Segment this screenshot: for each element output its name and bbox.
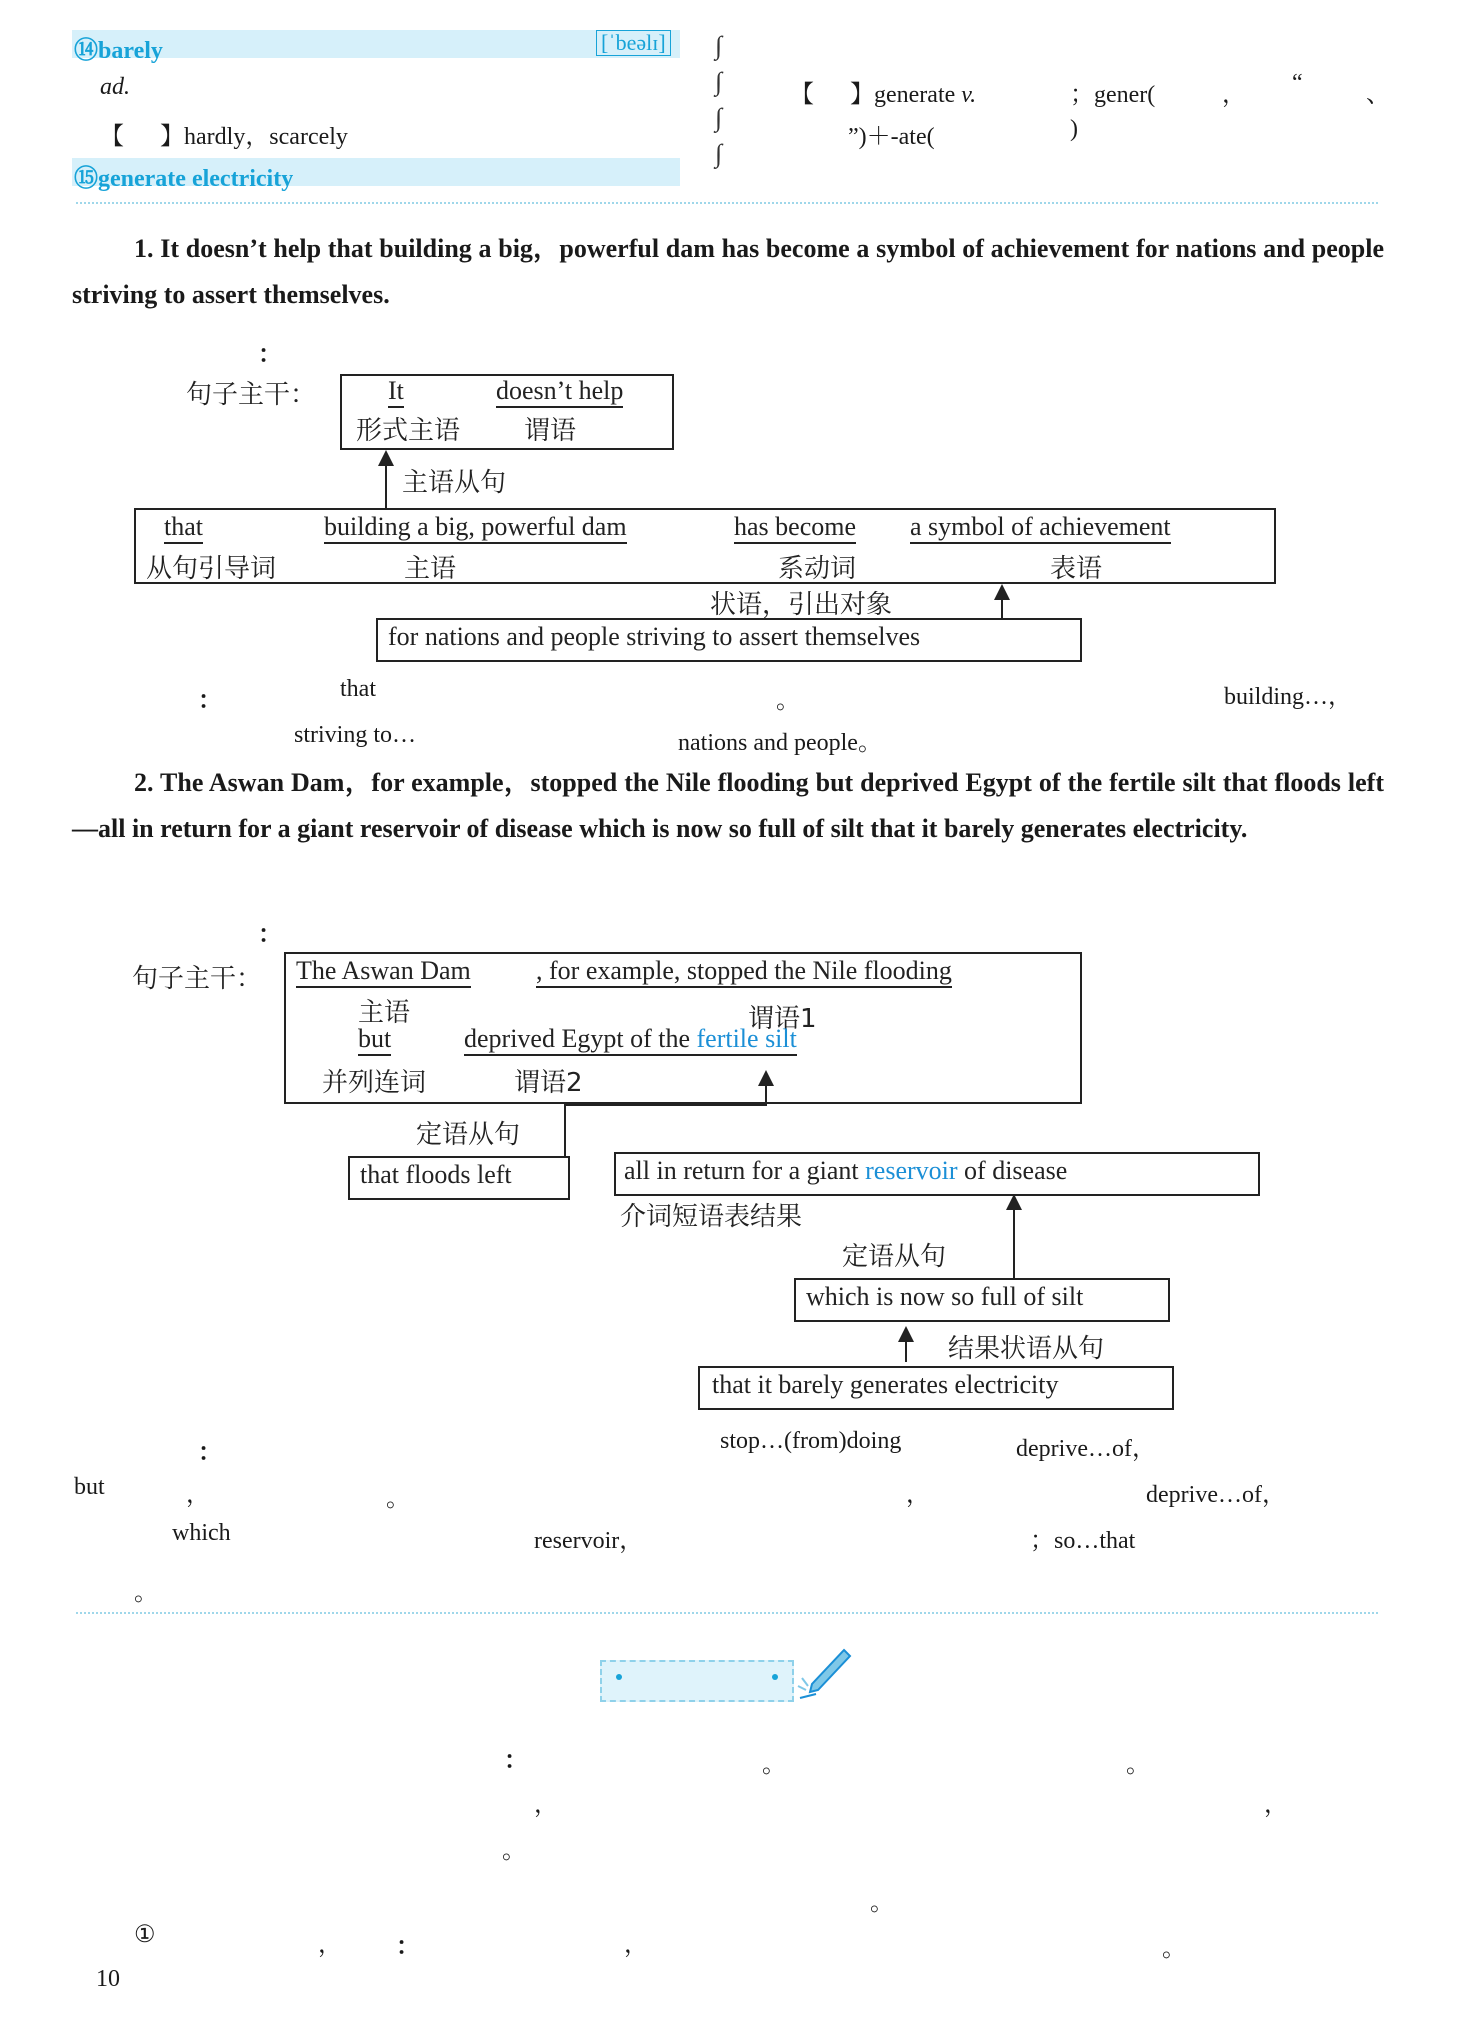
analysis2-comma1: ，: [186, 1482, 210, 1508]
diagram2-predicate2: 谓语2: [514, 1068, 583, 1098]
root-quote: “: [1292, 70, 1303, 96]
diagram2-arrow-v4: [905, 1342, 907, 1362]
analysis2-comma2: ，: [906, 1482, 930, 1508]
diagram1-for-nations: for nations and people striving to assert themselves: [388, 622, 921, 651]
diagram2-which-is: which is now so full of silt: [806, 1282, 1084, 1311]
sentence-2: 2. The Aswan Dam，for example，stopped the Nile flooding but deprived Egypt of the fertile silt that floods left—all in return for a giant reservoir of disease which is now so full of silt that it barely generates electricity.: [72, 768, 1384, 843]
diagram2-arrow-v3: [1013, 1210, 1015, 1278]
tip-dot4: 。: [870, 1890, 894, 1916]
page-number: 10: [96, 1966, 120, 1992]
tip-comma1: ，: [534, 1792, 558, 1818]
analysis2-reservoir: reservoir，: [534, 1528, 644, 1554]
diagram2-prep-phrase: 介词短语表结果: [620, 1202, 803, 1232]
root-dun: 、: [1366, 82, 1390, 108]
diagram2-predicate1: 谓语1: [748, 1004, 817, 1034]
analysis2-so-that: ；so…that: [1030, 1528, 1136, 1554]
diagram2-aswan: The Aswan Dam: [296, 956, 471, 988]
analysis2-stop-from: stop…(from)doing: [720, 1428, 902, 1454]
tip-colon2: ：: [396, 1934, 420, 1960]
root-fragment: ；gener(: [1070, 82, 1156, 108]
analysis1-period: 。: [776, 688, 800, 714]
diagram2-arrow-v2: [564, 1104, 566, 1156]
tip-dot2: 。: [1126, 1752, 1150, 1778]
tip-comma4: ，: [624, 1932, 648, 1958]
diagram1-formal-subject: 形式主语: [356, 416, 461, 446]
diagram1-predicative: 表语: [1050, 554, 1103, 584]
tip-circle1: ①: [134, 1922, 156, 1948]
diagram2-result-clause: 结果状语从句: [948, 1334, 1105, 1364]
diagram1-adverbial: 状语，引出对象: [710, 590, 893, 620]
diagram1-symbol: a symbol of achievement: [910, 512, 1171, 544]
analysis2-period2: 。: [134, 1580, 158, 1606]
diagram1-conj-label: 从句引导词: [146, 554, 277, 584]
dotted-divider-2: [76, 1612, 1378, 1614]
pen-icon: [796, 1646, 852, 1706]
tip-title-box: [600, 1660, 794, 1702]
vocab-highlight-14: [72, 30, 680, 58]
analysis1-colon: ：: [198, 688, 222, 714]
root-line-1: 【 】generate v.: [790, 82, 977, 108]
tip-dot1: 。: [762, 1752, 786, 1778]
vocab-term-14: ⑭barely: [74, 38, 163, 64]
diagram2-floods-left: that floods left: [360, 1160, 512, 1189]
diagram1-that: that: [164, 512, 203, 544]
diagram1-arrow-line-2: [1001, 598, 1003, 618]
diagram1-main-label: 句子主干：: [186, 380, 317, 410]
diagram2-arrow-v1: [765, 1086, 767, 1104]
diagram1-arrow-head-1: [378, 450, 394, 466]
diagram2-arrow-head-3: [898, 1326, 914, 1342]
diagram1-arrow-head-2: [994, 584, 1010, 600]
sentence-1: 1. It doesn’t help that building a big，powerful dam has become a symbol of achievement for nations and people striving to assert themselves.: [72, 234, 1385, 309]
diagram2-for-example: , for example, stopped the Nile flooding: [536, 956, 952, 988]
analysis2-which: which: [172, 1520, 231, 1546]
tip-comma3: ，: [318, 1932, 342, 1958]
phonetic: [ˈbeəlɪ]: [596, 30, 671, 56]
tip-comma2: ，: [1264, 1792, 1288, 1818]
part-of-speech: ad.: [100, 74, 130, 100]
diagram1-building: building a big, powerful dam: [324, 512, 627, 544]
wave-divider-icon: ∫ ∫ ∫ ∫: [715, 31, 723, 168]
sentence-2-label-colon: ：: [258, 922, 282, 948]
diagram1-arrow-line-1: [385, 464, 387, 508]
analysis2-colon: ：: [198, 1440, 222, 1466]
tip-colon: ：: [504, 1748, 528, 1774]
synonym-line: 【 】hardly，scarcely: [100, 124, 348, 150]
diagram2-attr-clause1: 定语从句: [416, 1120, 521, 1150]
diagram1-has-become: has become: [734, 512, 856, 544]
root-line-2: ”)＋-ate(: [848, 124, 935, 150]
analysis1-nations: nations and people。: [678, 730, 882, 756]
analysis1-building: building…，: [1224, 684, 1353, 710]
diagram2-but: but: [358, 1024, 391, 1056]
tip-dot5: 。: [1162, 1936, 1186, 1962]
analysis2-period1: 。: [386, 1486, 410, 1512]
diagram1-linking-verb: 系动词: [778, 554, 857, 584]
diagram2-arrow-head-1: [758, 1070, 774, 1086]
analysis1-that: that: [340, 676, 376, 702]
diagram2-main-label: 句子主干：: [132, 964, 263, 994]
sentence-1-label-colon: ：: [258, 342, 282, 368]
diagram1-predicate: 谓语: [524, 416, 577, 446]
diagram2-that-it: that it barely generates electricity: [712, 1370, 1059, 1399]
root-comma: ，: [1222, 82, 1246, 108]
diagram2-all-in-return: all in return for a giant reservoir of disease: [624, 1156, 1068, 1185]
diagram1-subject-clause: 主语从句: [402, 468, 507, 498]
diagram1-doesnt-help: doesn’t help: [496, 376, 623, 408]
diagram2-arrow-h1: [564, 1104, 767, 1106]
vocab-term-15: ⑮generate electricity: [74, 166, 294, 192]
diagram2-arrow-head-2: [1006, 1194, 1022, 1210]
root-close: ): [1070, 116, 1078, 142]
diagram2-coord-conj: 并列连词: [322, 1068, 427, 1098]
diagram1-it: It: [388, 376, 404, 408]
diagram2-attr-clause2: 定语从句: [842, 1242, 947, 1272]
diagram2-subject: 主语: [358, 998, 411, 1028]
tip-dot3: 。: [502, 1838, 526, 1864]
diagram1-subject: 主语: [404, 554, 457, 584]
analysis1-striving: striving to…: [294, 722, 417, 748]
analysis2-deprive2: deprive…of，: [1146, 1482, 1286, 1508]
diagram2-deprived: deprived Egypt of the fertile silt: [464, 1024, 797, 1056]
analysis2-deprive1: deprive…of，: [1016, 1436, 1156, 1462]
analysis2-but: but: [74, 1474, 105, 1500]
dotted-divider: [76, 202, 1378, 204]
tip-dot-right-icon: [772, 1674, 778, 1680]
tip-dot-left-icon: [616, 1674, 622, 1680]
